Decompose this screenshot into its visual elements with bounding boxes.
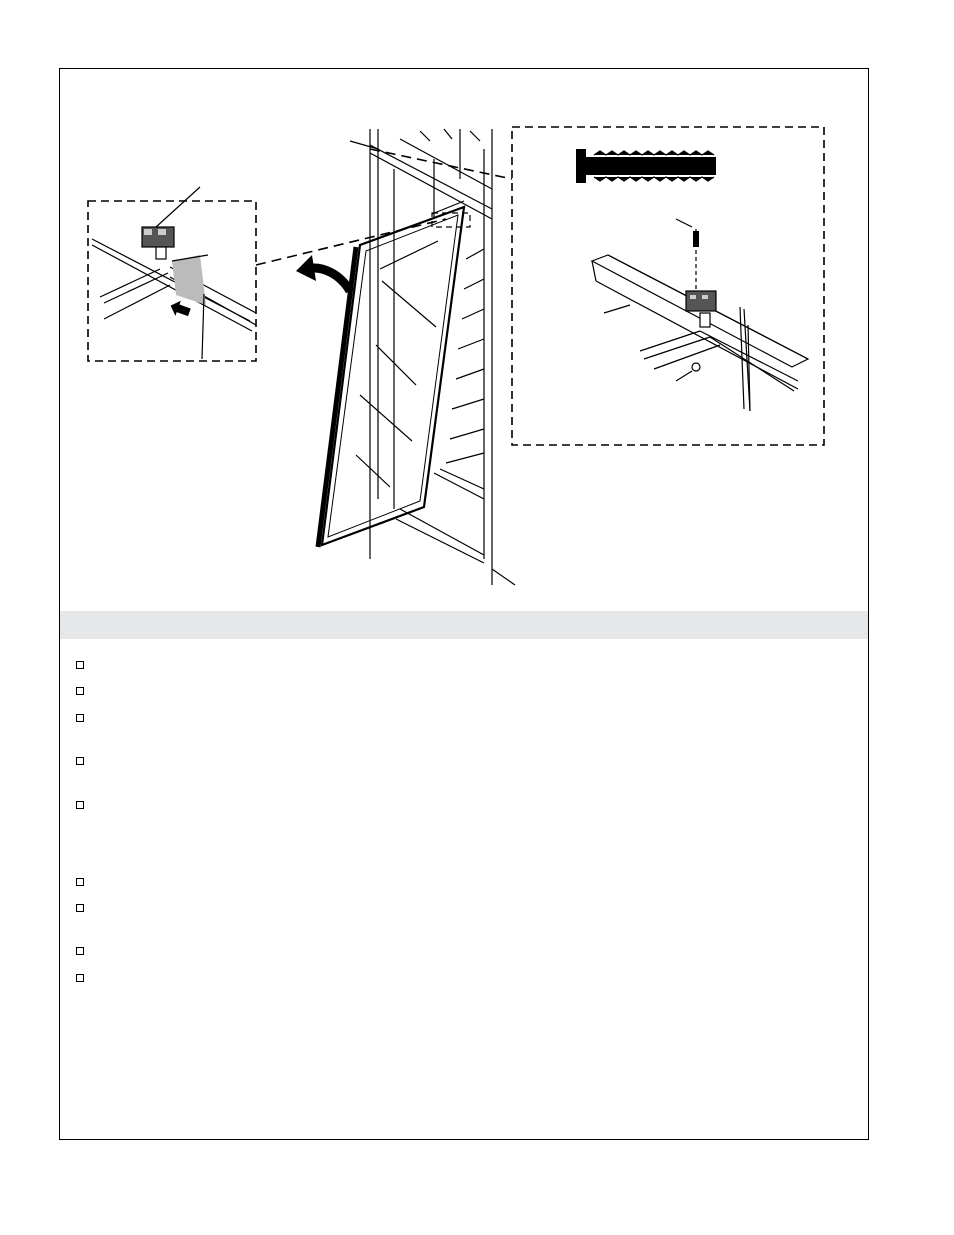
checkbox-icon[interactable] xyxy=(76,661,84,669)
detail-callout-left xyxy=(88,187,256,361)
checklist-item xyxy=(76,972,94,982)
checkbox-icon[interactable] xyxy=(76,757,84,765)
rotate-arrow-icon xyxy=(296,255,350,291)
checkbox-icon[interactable] xyxy=(76,878,84,886)
checkbox-icon[interactable] xyxy=(76,714,84,722)
enclosure-walls xyxy=(350,129,515,585)
checklist-item xyxy=(76,876,94,886)
section-title-band xyxy=(60,611,868,639)
checklist-item xyxy=(76,712,94,722)
checklist-item xyxy=(76,659,94,669)
checklist-item xyxy=(76,902,94,912)
checkbox-icon[interactable] xyxy=(76,904,84,912)
checklist-item xyxy=(76,799,94,809)
screw-icon xyxy=(576,149,716,183)
checkbox-icon[interactable] xyxy=(76,687,84,695)
checkbox-icon[interactable] xyxy=(76,947,84,955)
checklist-item xyxy=(76,945,94,955)
door-panel-illustration xyxy=(318,201,464,547)
checkbox-icon[interactable] xyxy=(76,974,84,982)
checklist-item xyxy=(76,755,94,765)
checkbox-icon[interactable] xyxy=(76,801,84,809)
push-arrow-icon xyxy=(168,298,192,320)
detail-callout-right xyxy=(512,127,824,445)
installation-illustration xyxy=(60,69,868,611)
checklist-item xyxy=(76,685,94,695)
